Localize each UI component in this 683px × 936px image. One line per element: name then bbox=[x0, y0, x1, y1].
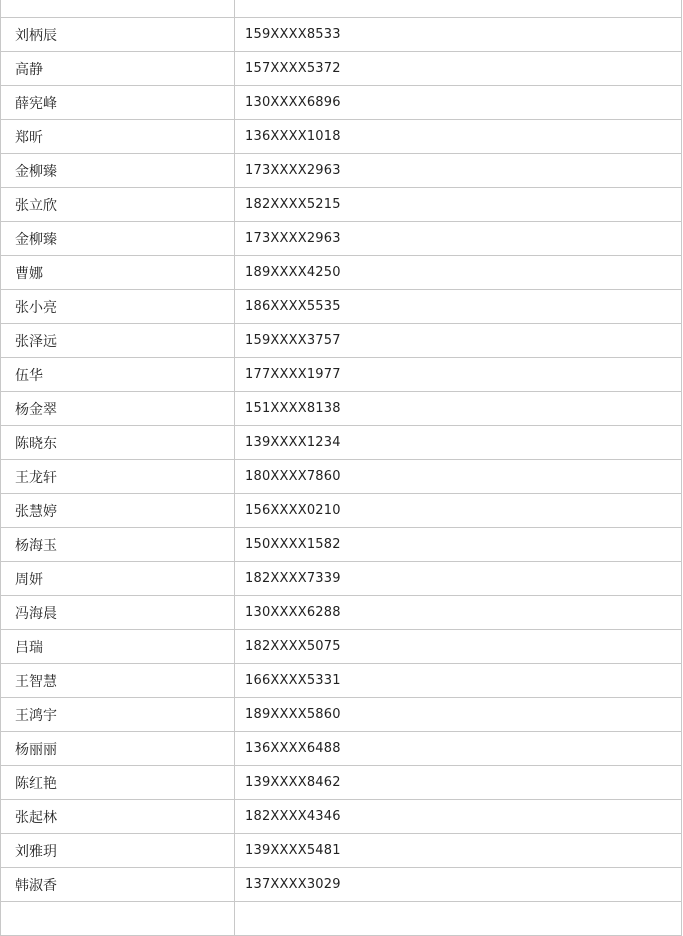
phone-cell: 150XXXX1582 bbox=[235, 528, 682, 562]
contact-table-body bbox=[1, 0, 682, 936]
name-cell: 王智慧 bbox=[1, 664, 235, 698]
name-cell: 郑昕 bbox=[1, 120, 235, 154]
name-cell: 刘雅玥 bbox=[1, 834, 235, 868]
table-row bbox=[1, 154, 682, 188]
table-row bbox=[1, 732, 682, 766]
phone-cell: 177XXXX1977 bbox=[235, 358, 682, 392]
table-row bbox=[1, 52, 682, 86]
name-cell bbox=[1, 902, 235, 936]
name-cell: 陈红艳 bbox=[1, 766, 235, 800]
phone-cell: 186XXXX5535 bbox=[235, 290, 682, 324]
table-row bbox=[1, 222, 682, 256]
table-row bbox=[1, 494, 682, 528]
phone-cell: 136XXXX6488 bbox=[235, 732, 682, 766]
table-row bbox=[1, 630, 682, 664]
name-cell: 王龙轩 bbox=[1, 460, 235, 494]
table-row bbox=[1, 256, 682, 290]
table-row bbox=[1, 868, 682, 902]
phone-cell: 159XXXX8533 bbox=[235, 18, 682, 52]
phone-cell: 139XXXX1234 bbox=[235, 426, 682, 460]
name-cell: 伍华 bbox=[1, 358, 235, 392]
table-row bbox=[1, 664, 682, 698]
table-row bbox=[1, 528, 682, 562]
name-cell: 冯海晨 bbox=[1, 596, 235, 630]
table-row bbox=[1, 426, 682, 460]
name-cell: 陈晓东 bbox=[1, 426, 235, 460]
name-cell: 曹娜 bbox=[1, 256, 235, 290]
table-row bbox=[1, 698, 682, 732]
phone-cell: 173XXXX2963 bbox=[235, 222, 682, 256]
name-cell: 金柳臻 bbox=[1, 154, 235, 188]
table-row bbox=[1, 120, 682, 154]
table-row bbox=[1, 766, 682, 800]
phone-cell: 166XXXX5331 bbox=[235, 664, 682, 698]
table-row bbox=[1, 324, 682, 358]
name-cell: 王鸿宇 bbox=[1, 698, 235, 732]
phone-cell: 157XXXX5372 bbox=[235, 52, 682, 86]
phone-cell: 173XXXX2963 bbox=[235, 154, 682, 188]
name-cell: 张泽远 bbox=[1, 324, 235, 358]
table-row bbox=[1, 188, 682, 222]
phone-cell: 139XXXX8462 bbox=[235, 766, 682, 800]
phone-cell bbox=[235, 0, 682, 18]
name-cell: 张立欣 bbox=[1, 188, 235, 222]
phone-cell: 136XXXX1018 bbox=[235, 120, 682, 154]
table-row bbox=[1, 392, 682, 426]
name-cell: 韩淑香 bbox=[1, 868, 235, 902]
name-cell: 高静 bbox=[1, 52, 235, 86]
table-row bbox=[1, 596, 682, 630]
name-cell: 杨海玉 bbox=[1, 528, 235, 562]
phone-cell: 182XXXX5075 bbox=[235, 630, 682, 664]
phone-cell: 137XXXX3029 bbox=[235, 868, 682, 902]
phone-cell: 156XXXX0210 bbox=[235, 494, 682, 528]
name-cell: 薛宪峰 bbox=[1, 86, 235, 120]
phone-cell: 180XXXX7860 bbox=[235, 460, 682, 494]
name-cell: 吕瑞 bbox=[1, 630, 235, 664]
name-cell: 杨金翠 bbox=[1, 392, 235, 426]
name-cell bbox=[1, 0, 235, 18]
name-cell: 杨丽丽 bbox=[1, 732, 235, 766]
name-cell: 刘柄辰 bbox=[1, 18, 235, 52]
table-row bbox=[1, 358, 682, 392]
table-row bbox=[1, 86, 682, 120]
phone-cell: 139XXXX5481 bbox=[235, 834, 682, 868]
phone-cell: 130XXXX6896 bbox=[235, 86, 682, 120]
table-row bbox=[1, 562, 682, 596]
phone-cell: 189XXXX5860 bbox=[235, 698, 682, 732]
phone-cell: 182XXXX7339 bbox=[235, 562, 682, 596]
phone-cell: 151XXXX8138 bbox=[235, 392, 682, 426]
table-row bbox=[1, 800, 682, 834]
phone-cell: 130XXXX6288 bbox=[235, 596, 682, 630]
name-cell: 张小亮 bbox=[1, 290, 235, 324]
table-row bbox=[1, 460, 682, 494]
phone-cell: 159XXXX3757 bbox=[235, 324, 682, 358]
phone-cell: 189XXXX4250 bbox=[235, 256, 682, 290]
name-cell: 张慧婷 bbox=[1, 494, 235, 528]
name-cell: 周妍 bbox=[1, 562, 235, 596]
name-cell: 金柳臻 bbox=[1, 222, 235, 256]
table-row bbox=[1, 902, 682, 936]
table-row bbox=[1, 834, 682, 868]
phone-cell bbox=[235, 902, 682, 936]
table-row bbox=[1, 290, 682, 324]
name-cell: 张起林 bbox=[1, 800, 235, 834]
phone-cell: 182XXXX4346 bbox=[235, 800, 682, 834]
table-row bbox=[1, 0, 682, 18]
phone-cell: 182XXXX5215 bbox=[235, 188, 682, 222]
table-row bbox=[1, 18, 682, 52]
